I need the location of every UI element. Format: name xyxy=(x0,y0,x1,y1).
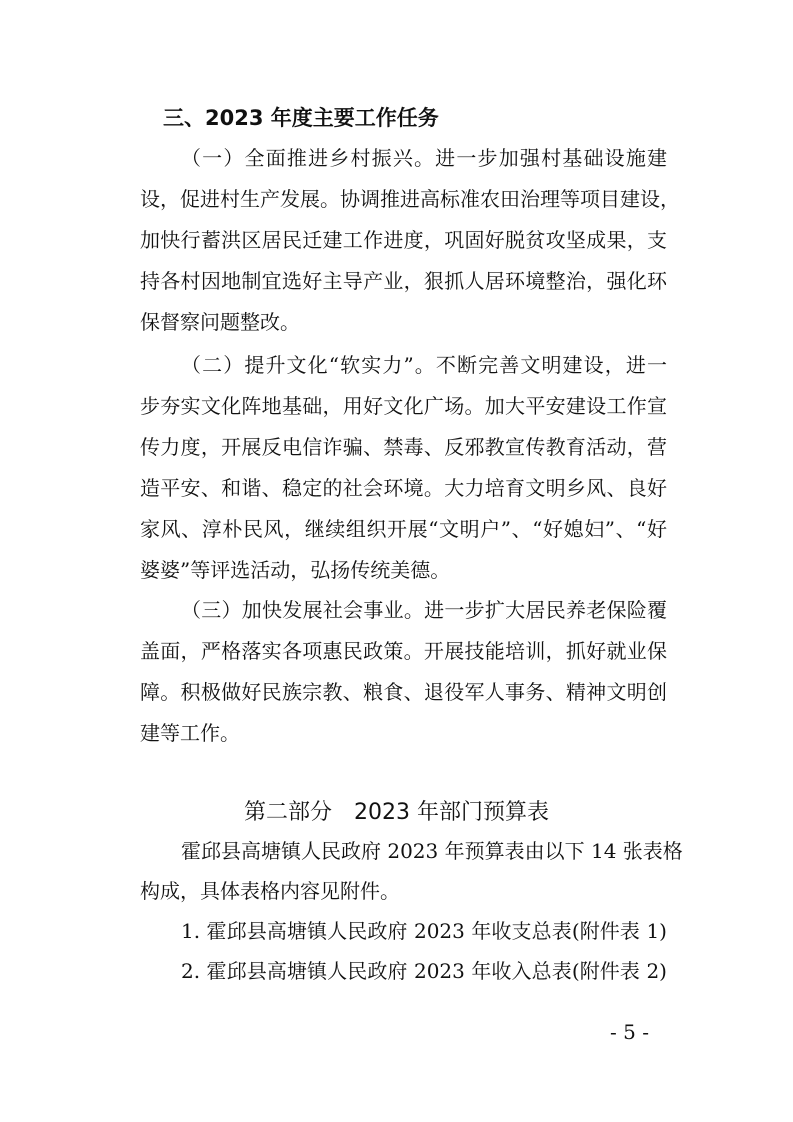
text-line: （三）加快发展社会事业。进一步扩大居民养老保险覆 xyxy=(181,598,667,622)
text-line: 盖面，严格落实各项惠民政策。开展技能培训，抓好就业保 xyxy=(140,639,667,663)
text-line: 保督察问题整改。 xyxy=(140,310,300,334)
list-item: 1. 霍邱县高塘镇人民政府 2023 年收支总表(附件表 1) xyxy=(181,919,667,943)
text-line: 婆婆”等评选活动，弘扬传统美德。 xyxy=(140,558,451,582)
page-number: - 5 - xyxy=(610,1020,649,1044)
text-line: 霍邱县高塘镇人民政府 2023 年预算表由以下 14 张表格 xyxy=(181,839,683,863)
text-line: 家风、淳朴民风，继续组织开展“文明户”、“好媳妇”、“好 xyxy=(140,517,667,541)
text-line: 建等工作。 xyxy=(140,721,240,745)
text-line: 步夯实文化阵地基础，用好文化广场。加大平安建设工作宣 xyxy=(140,394,667,418)
text-line: 持各村因地制宜选好主导产业，狠抓人居环境整治，强化环 xyxy=(140,269,667,293)
text-line: （二）提升文化“软实力”。不断完善文明建设，进一 xyxy=(181,353,667,377)
text-line: 障。积极做好民族宗教、粮食、退役军人事务、精神文明创 xyxy=(140,680,667,704)
text-line: 构成，具体表格内容见附件。 xyxy=(140,879,400,903)
text-line: 加快行蓄洪区居民迁建工作进度，巩固好脱贫攻坚成果，支 xyxy=(140,228,667,252)
list-item: 2. 霍邱县高塘镇人民政府 2023 年收入总表(附件表 2) xyxy=(181,959,667,983)
text-line: 设，促进村生产发展。协调推进高标准农田治理等项目建设， xyxy=(140,187,680,211)
text-line: 传力度，开展反电信诈骗、禁毒、反邪教宣传教育活动，营 xyxy=(140,435,667,459)
part-heading: 第二部分 2023 年部门预算表 xyxy=(244,800,549,825)
text-line: 造平安、和谐、稳定的社会环境。大力培育文明乡风、良好 xyxy=(140,476,667,500)
section-heading: 三、2023 年度主要工作任务 xyxy=(163,106,439,130)
text-line: （一）全面推进乡村振兴。进一步加强村基础设施建 xyxy=(181,146,667,170)
